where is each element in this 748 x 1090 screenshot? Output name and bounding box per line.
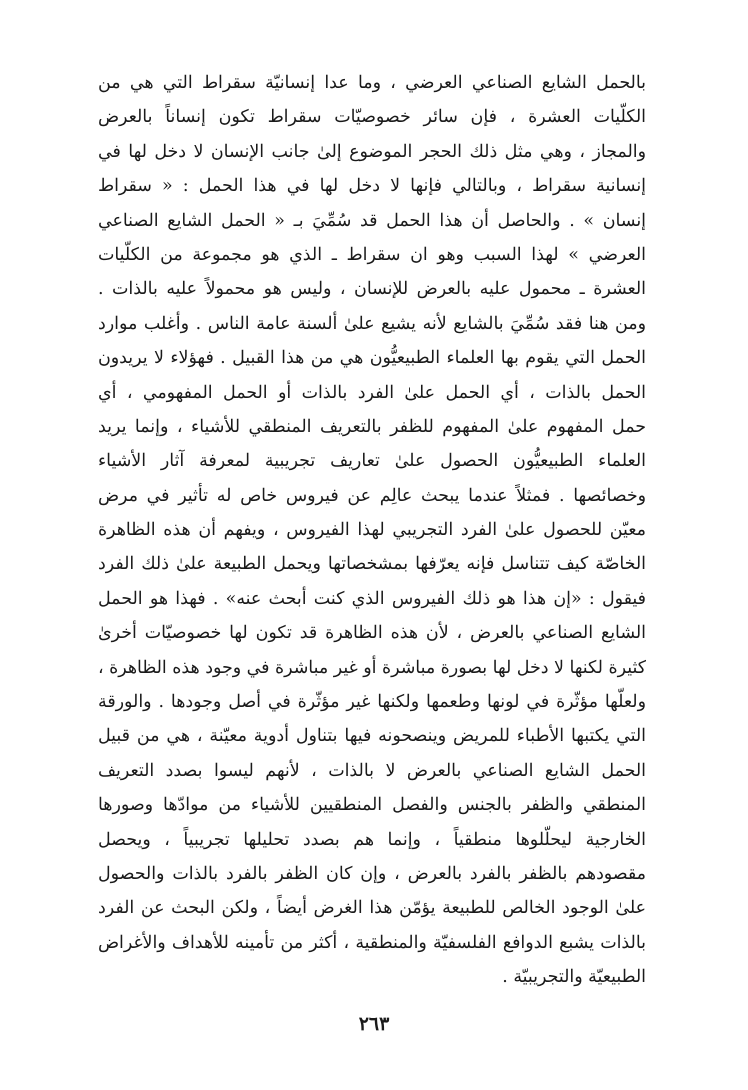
text-line: علىٰ الوجود الخالص للطبيعة يؤمّن هذا الغرض أيضاً ، ولكن البحث عن الفرد: [98, 898, 646, 919]
text-line: والمجاز ، وهي مثل ذلك الحجر الموضوع إلىٰ جانب الإنسان لا دخل لها في: [98, 141, 646, 162]
text-line: إنسان » . والحاصل أن هذا الحمل قد سُمِّيَ بـ « الحمل الشايع الصناعي: [98, 210, 646, 231]
text-line: فيقول : «إن هذا هو ذلك الفيروس الذي كنت أبحث عنه» . فهذا هو الحمل: [98, 588, 646, 609]
text-line: العلماء الطبيعيُّون الحصول علىٰ تعاريف تجريبية لمعرفة آثار الأشياء: [98, 451, 646, 472]
text-line: المنطقي والظفر بالجنس والفصل المنطقيين للأشياء من موادّها وصورها: [98, 795, 646, 816]
text-line: ولعلّها مؤثّرة في لونها وطعمها ولكنها غير مؤثّرة في أصل وجودها . والورقة: [98, 692, 646, 713]
text-line: الشايع الصناعي بالعرض ، لأن هذه الظاهرة قد تكون لها خصوصيّات أخرىٰ: [98, 623, 646, 644]
text-line: الطبيعيّة والتجريبيّة .: [502, 967, 646, 988]
text-line: الحمل التي يقوم بها العلماء الطبيعيُّون هي من هذا القبيل . فهؤلاء لا يريدون: [98, 348, 646, 369]
text-line: الخاصّة كيف تتناسل فإنه يعرّفها بمشخصاتها ويحمل الطبيعة علىٰ ذلك الفرد: [98, 554, 646, 575]
text-line: العرضي » لهذا السبب وهو ان سقراط ـ الذي هو مجموعة من الكلّيات: [98, 244, 646, 265]
text-line: كثيرة لكنها لا دخل لها بصورة مباشرة أو غير مباشرة في وجود هذه الظاهرة ،: [98, 657, 646, 678]
text-line: بالحمل الشايع الصناعي العرضي ، وما عدا إنسانيّة سقراط التي هي من: [98, 73, 646, 93]
text-line: معيّن للحصول علىٰ الفرد التجريبي لهذا الفيروس ، ويفهم أن هذه الظاهرة: [98, 520, 646, 541]
text-line: الحمل الشايع الصناعي بالعرض لا بالذات ، لأنهم ليسوا بصدد التعريف: [98, 760, 646, 781]
text-line: الحمل بالذات ، أي الحمل علىٰ الفرد بالذات أو الحمل المفهومي ، أي: [98, 382, 646, 403]
text-line: التي يكتبها الأطباء للمريض وينصحونه فيها بتناول أدوية معيّنة ، هي من قبيل: [98, 726, 646, 747]
text-line: الخارجية ليحلّلوها منطقياً ، وإنما هم بصدد تحليلها تجريبياً ، ويحصل: [98, 829, 646, 850]
text-line: حمل المفهوم علىٰ المفهوم للظفر بالتعريف المنطقي للأشياء ، وإنما يريد: [98, 416, 646, 437]
text-line: ومن هنا فقد سُمِّيَ بالشايع لأنه يشيع علىٰ ألسنة عامة الناس . وأغلب موارد: [98, 313, 646, 334]
body-text: [98, 66, 646, 995]
text-line: إنسانية سقراط ، وبالتالي فإنها لا دخل لها في هذا الحمل : « سقراط: [98, 176, 646, 197]
text-line: مقصودهم بالظفر بالفرد بالعرض ، وإن كان الظفر بالفرد بالذات والحصول: [98, 863, 646, 884]
text-line: وخصائصها . فمثلاً عندما يبحث عالِم عن فيروس خاص له تأثير في مرض: [98, 485, 646, 506]
page-number: ٢٦٣: [358, 1013, 390, 1035]
text-line: العشرة ـ محمول عليه بالعرض للإنسان ، وليس هو محمولاً عليه بالذات .: [98, 279, 646, 300]
text-line: الكلّيات العشرة ، فإن سائر خصوصيّات سقراط تكون إنساناً بالعرض: [98, 107, 646, 128]
text-line: بالذات يشبع الدوافع الفلسفيّة والمنطقية ، أكثر من تأمينه للأهداف والأغراض: [98, 932, 646, 953]
